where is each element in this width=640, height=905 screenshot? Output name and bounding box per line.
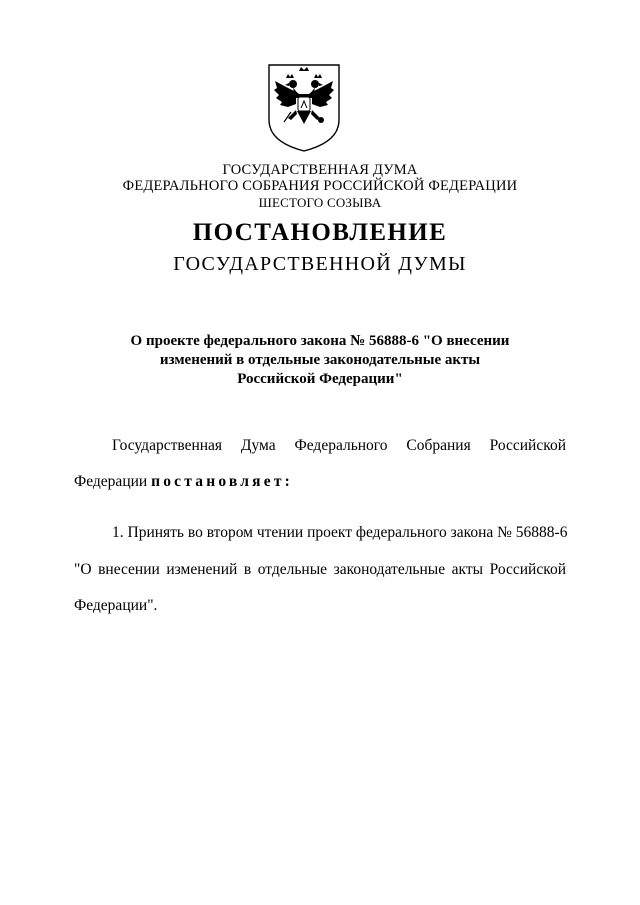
header-line-convocation: ШЕСТОГО СОЗЫВА bbox=[258, 195, 382, 210]
resolution-verb: постановляет: bbox=[151, 473, 293, 490]
resolution-intro-line-1: Государственная Дума Федерального Собрания Российской bbox=[112, 437, 566, 454]
subject-line-1: О проекте федерального закона № 56888-6 "О внесении bbox=[130, 333, 510, 349]
resolution-item-1-line-3: Федерации". bbox=[74, 597, 158, 614]
header-line-federal-assembly: ФЕДЕРАЛЬНОГО СОБРАНИЯ РОССИЙСКОЙ ФЕДЕРАЦИИ bbox=[122, 178, 518, 194]
coat-of-arms-emblem bbox=[266, 62, 342, 154]
subject-line-3: Российской Федерации" bbox=[237, 371, 403, 387]
document-subtitle: ГОСУДАРСТВЕННОЙ ДУМЫ bbox=[173, 253, 467, 275]
header-line-duma: ГОСУДАРСТВЕННАЯ ДУМА bbox=[222, 162, 418, 178]
russian-coat-of-arms-icon bbox=[266, 62, 342, 154]
resolution-intro-line-2 bbox=[74, 473, 293, 491]
resolution-item-1-line-2: "О внесении изменений в отдельные законодательные акты Российской bbox=[74, 561, 566, 578]
resolution-intro-subject: Федерации bbox=[74, 473, 148, 490]
document-title: ПОСТАНОВЛЕНИЕ bbox=[192, 219, 448, 246]
subject-line-2: изменений в отдельные законодательные акты bbox=[159, 352, 481, 368]
resolution-item-1-line-1: 1. Принять во втором чтении проект федерального закона № 56888-6 bbox=[112, 524, 568, 541]
